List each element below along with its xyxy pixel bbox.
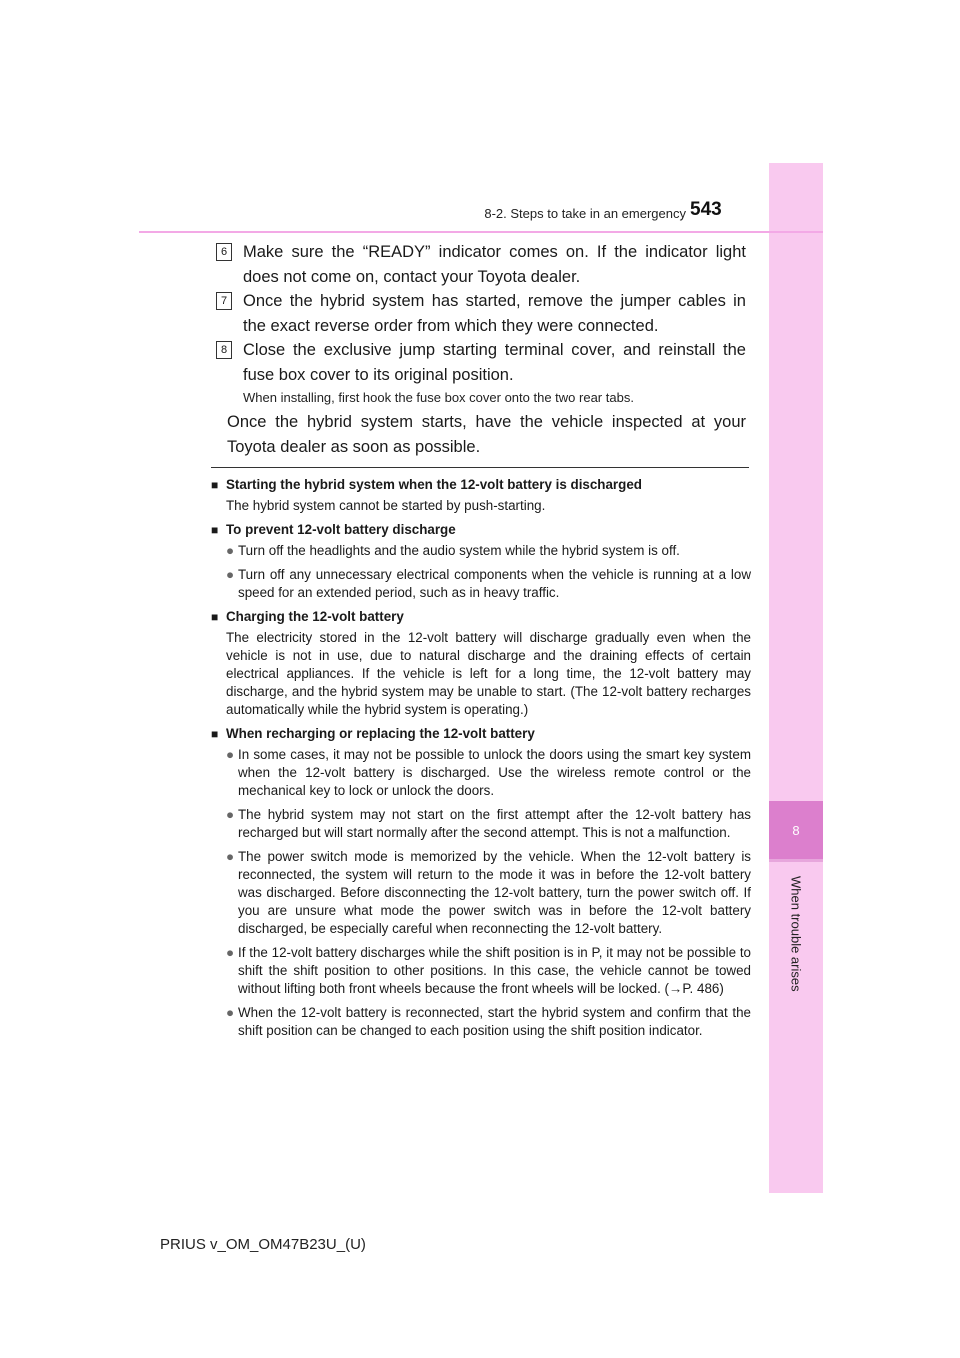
page-number: 543 bbox=[690, 199, 722, 220]
square-bullet-icon: ■ bbox=[211, 478, 219, 492]
list-item-text: In some cases, it may not be possible to unlock the doors using the smart key system when the 12-volt battery is discharged. Use the wireless remote control or the mechanical key to lock or unlock the doors. bbox=[238, 747, 751, 798]
chapter-number: 8 bbox=[769, 801, 823, 859]
list-item-text: Turn off the headlights and the audio system while the hybrid system is off. bbox=[238, 543, 680, 558]
info-heading bbox=[211, 725, 751, 743]
header-section-title: 8-2. Steps to take in an emergency bbox=[484, 206, 686, 221]
square-bullet-icon: ■ bbox=[211, 523, 219, 537]
side-tab bbox=[769, 163, 823, 1193]
section-divider bbox=[211, 467, 749, 468]
list-item bbox=[226, 806, 751, 842]
list-item-text: If the 12-volt battery discharges while the shift position is in P, it may not be possible to shift the shift position to other positions. In this case, the vehicle cannot be towed without lifting both front wheels because the front wheels will be locked. (→P. 486) bbox=[238, 945, 751, 996]
step-number-7: 7 bbox=[216, 292, 232, 310]
step-number-6: 6 bbox=[216, 243, 232, 261]
step-text-6: Make sure the “READY” indicator comes on. If the indicator light does not come on, contact your Toyota dealer. bbox=[243, 243, 746, 286]
list-item bbox=[226, 566, 751, 602]
circle-bullet-icon: ● bbox=[226, 945, 235, 960]
square-bullet-icon: ■ bbox=[211, 727, 219, 741]
list-item bbox=[226, 848, 751, 938]
info-heading-text: To prevent 12-volt battery discharge bbox=[226, 522, 456, 537]
square-bullet-icon: ■ bbox=[211, 610, 219, 624]
list-item bbox=[226, 542, 751, 560]
info-heading-text: Starting the hybrid system when the 12-volt battery is discharged bbox=[226, 477, 642, 492]
step-number-8: 8 bbox=[216, 341, 232, 359]
circle-bullet-icon: ● bbox=[226, 807, 235, 822]
summary-text: Once the hybrid system starts, have the vehicle inspected at your Toyota dealer as soon as possible. bbox=[227, 413, 746, 456]
info-heading bbox=[211, 521, 751, 539]
circle-bullet-icon: ● bbox=[226, 543, 235, 558]
list-item-text: The power switch mode is memorized by the vehicle. When the 12-volt battery is reconnected, the system will return to the mode it was in before the 12-volt battery was discharged. Before disconnecting the 12-volt battery, turn the power switch off. If you are unsure what mode the power switch was in before the 12-volt battery discharged, be especially careful when reconnecting the 12-volt battery. bbox=[238, 849, 751, 936]
list-item-text: When the 12-volt battery is reconnected, start the hybrid system and confirm that the shift position can be changed to each position using the shift position indicator. bbox=[238, 1005, 751, 1038]
list-item bbox=[226, 944, 751, 998]
info-paragraph: The hybrid system cannot be started by push-starting. bbox=[226, 498, 546, 513]
step-8-note: When installing, first hook the fuse box cover onto the two rear tabs. bbox=[243, 390, 634, 405]
info-heading bbox=[211, 608, 751, 626]
list-item-text: Turn off any unnecessary electrical components when the vehicle is running at a low speed for an extended period, such as in heavy traffic. bbox=[238, 567, 751, 600]
circle-bullet-icon: ● bbox=[226, 849, 235, 864]
step-text-8: Close the exclusive jump starting terminal cover, and reinstall the fuse box cover to its original position. bbox=[243, 341, 746, 384]
circle-bullet-icon: ● bbox=[226, 1005, 235, 1020]
info-heading bbox=[211, 476, 751, 494]
info-paragraph: The electricity stored in the 12-volt battery will discharge gradually even when the vehicle is not in use, due to natural discharge and the draining effects of certain electrical appliances. If the vehicle is left for a long time, the 12-volt battery may discharge, and the hybrid system may be unable to start. (The 12-volt battery recharges automatically while the hybrid system is operating.) bbox=[226, 630, 751, 717]
info-heading-text: When recharging or replacing the 12-volt battery bbox=[226, 726, 535, 741]
info-heading-text: Charging the 12-volt battery bbox=[226, 609, 404, 624]
footer-document-code: PRIUS v_OM_OM47B23U_(U) bbox=[160, 1236, 366, 1253]
list-item bbox=[226, 746, 751, 800]
header-divider bbox=[139, 231, 823, 233]
circle-bullet-icon: ● bbox=[226, 567, 235, 582]
info-section bbox=[211, 476, 751, 1046]
list-item-text: The hybrid system may not start on the first attempt after the 12-volt battery has recharged but will start normally after the second attempt. This is not a malfunction. bbox=[238, 807, 751, 840]
chapter-title: When trouble arises bbox=[788, 876, 804, 992]
list-item bbox=[226, 1004, 751, 1040]
circle-bullet-icon: ● bbox=[226, 747, 235, 762]
step-text-7: Once the hybrid system has started, remove the jumper cables in the exact reverse order from which they were connected. bbox=[243, 292, 746, 335]
